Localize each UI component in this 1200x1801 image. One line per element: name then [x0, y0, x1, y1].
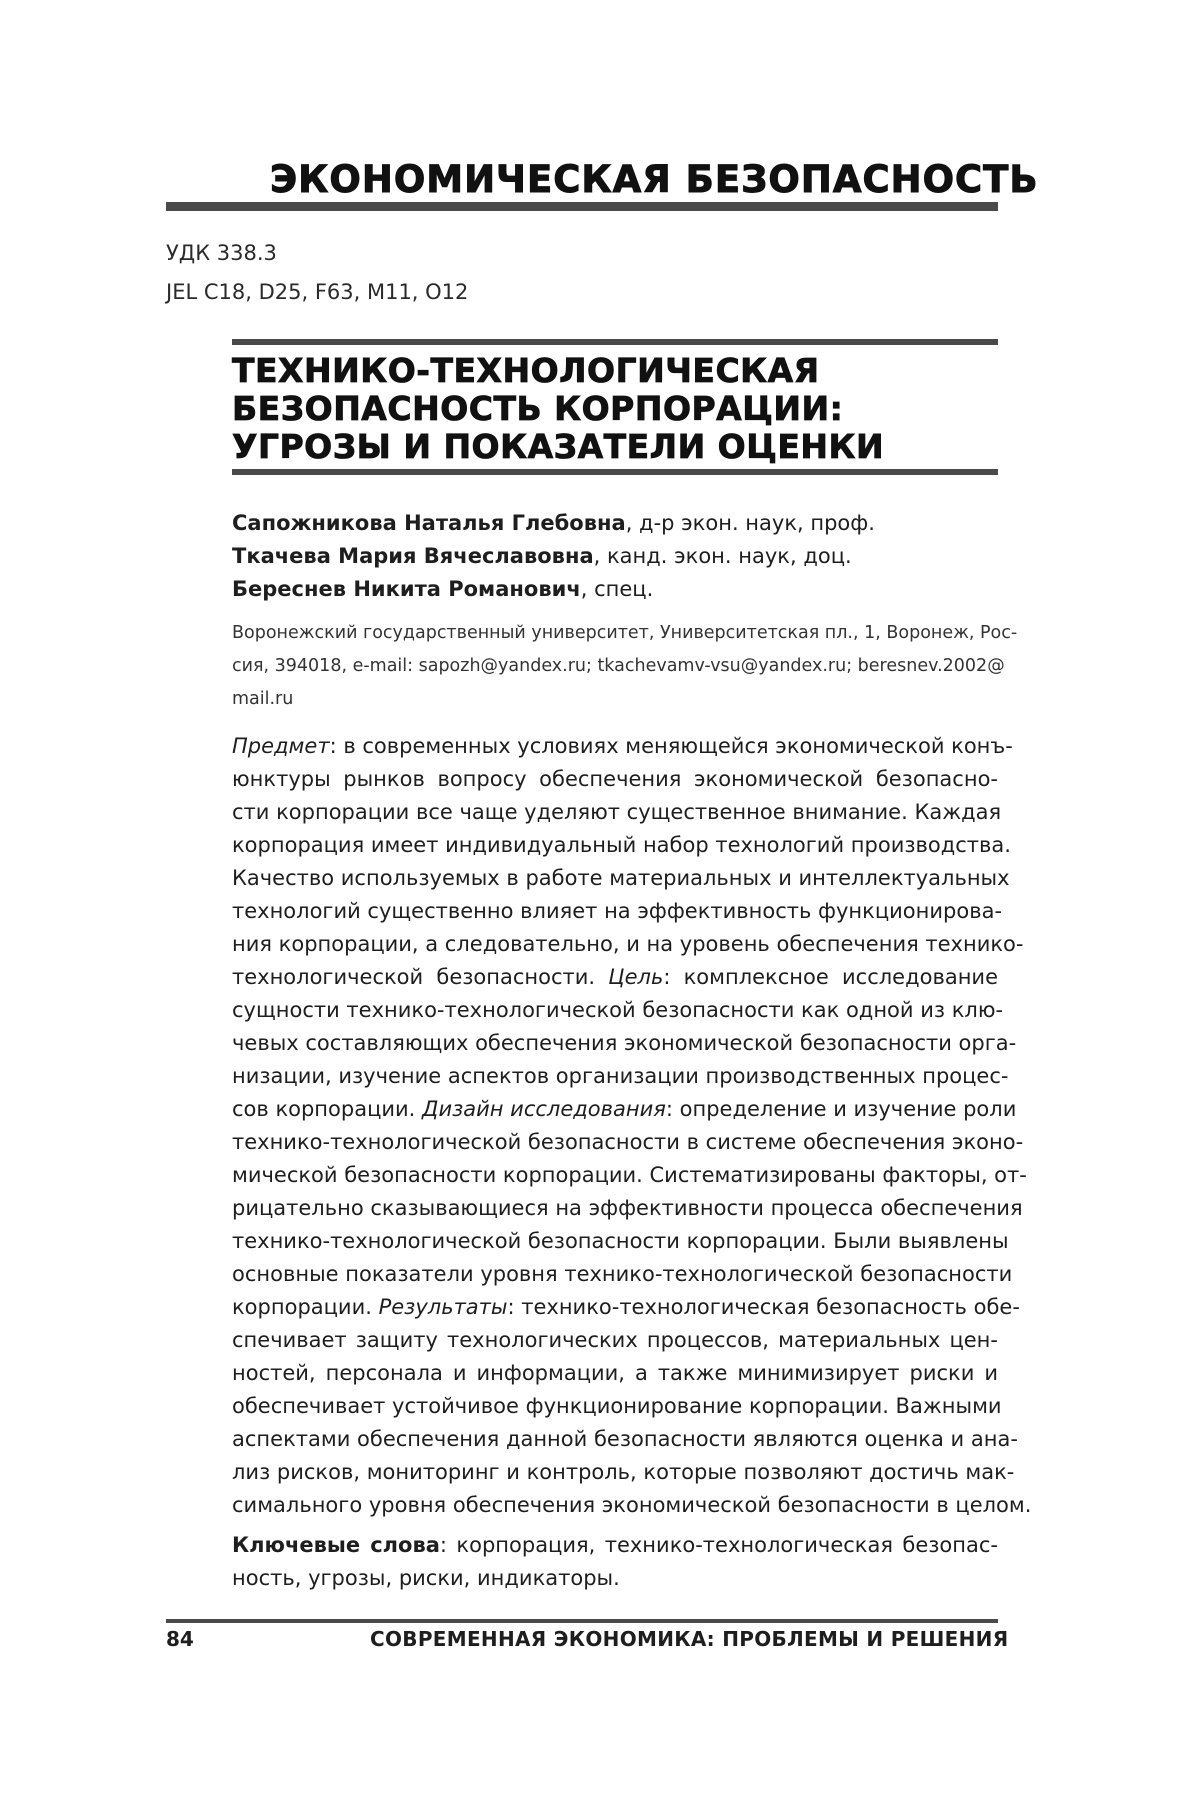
abstract-line	[232, 1159, 1027, 1192]
abstract-text: сти корпорации все чаще уделяют существенное внимание. Каждая	[232, 800, 1002, 824]
affiliation-line: Воронежский государственный университет, Университетская пл., 1, Воронеж, Рос-	[232, 623, 1018, 643]
abstract-line	[232, 1324, 998, 1357]
article-title-line: БЕЗОПАСНОСТЬ КОРПОРАЦИИ:	[232, 389, 844, 428]
journal-title: СОВРЕМЕННАЯ ЭКОНОМИКА: ПРОБЛЕМЫ И РЕШЕНИЯ	[370, 1627, 1009, 1651]
abstract-text: ния корпорации, а следовательно, и на уровень обеспечения технико-	[232, 932, 1024, 956]
authors-block	[232, 507, 998, 606]
abstract-heading: Предмет	[232, 734, 330, 758]
abstract-text: сущности технико-технологической безопасности как одной из клю-	[232, 998, 1004, 1022]
author-line	[232, 573, 998, 606]
abstract-text: юнктуры рынков вопросу обеспечения экономической безопасно-	[232, 767, 998, 791]
abstract-text: Качество используемых в работе материальных и интеллектуальных	[232, 866, 1010, 890]
affiliation-line: сия, 394018, e-mail: sapozh@yandex.ru; tkachevamv-vsu@yandex.ru; beresnev.2002@	[232, 656, 1005, 676]
title-rule-bottom	[232, 469, 998, 475]
section-title: ЭКОНОМИЧЕСКАЯ БЕЗОПАСНОСТЬ	[270, 158, 1039, 201]
abstract-line	[232, 1093, 1017, 1126]
abstract-line	[232, 829, 1011, 862]
keywords-line: ность, угрозы, риски, индикаторы.	[232, 1566, 620, 1590]
abstract-line	[232, 730, 1013, 763]
abstract-line	[232, 796, 1002, 829]
abstract-text: : комплексное исследование	[663, 965, 998, 989]
abstract-line	[232, 1456, 1015, 1489]
abstract-line	[232, 1357, 998, 1390]
udk-code: УДК 338.3	[166, 241, 277, 265]
abstract-line	[232, 1423, 1018, 1456]
footer-rule	[166, 1619, 998, 1623]
abstract-text: : в современных условиях меняющейся экономической конъ-	[329, 734, 1013, 758]
author-degree: , спец.	[580, 577, 654, 601]
abstract-line	[232, 1390, 1002, 1423]
abstract-line	[232, 961, 998, 994]
abstract-text: технико-технологической безопасности в системе обеспечения эконо-	[232, 1130, 1024, 1154]
abstract	[232, 730, 1032, 1522]
abstract-line	[232, 763, 998, 796]
abstract-line	[232, 1126, 1024, 1159]
abstract-text: : технико-технологическая безопасность обе-	[507, 1295, 1020, 1319]
affiliation-line: mail.ru	[232, 689, 294, 709]
abstract-text: симального уровня обеспечения экономической безопасности в целом.	[232, 1493, 1032, 1517]
abstract-line	[232, 1192, 1023, 1225]
author-line	[232, 507, 998, 540]
abstract-text: аспектами обеспечения данной безопасности являются оценка и ана-	[232, 1427, 1018, 1451]
article-title-line: УГРОЗЫ И ПОКАЗАТЕЛИ ОЦЕНКИ	[232, 427, 885, 466]
author-degree: , д-р экон. наук, проф.	[625, 511, 875, 535]
abstract-text: мической безопасности корпорации. Систематизированы факторы, от-	[232, 1163, 1027, 1187]
abstract-text: технологической безопасности.	[232, 965, 609, 989]
abstract-text: обеспечивает устойчивое функционирование корпорации. Важными	[232, 1394, 1002, 1418]
article-title	[232, 352, 998, 466]
abstract-text: корпорации.	[232, 1295, 379, 1319]
abstract-line	[232, 1258, 1013, 1291]
abstract-text: лиз рисков, мониторинг и контроль, которые позволяют достичь мак-	[232, 1460, 1015, 1484]
abstract-line	[232, 1291, 1020, 1324]
abstract-heading: Дизайн исследования	[422, 1097, 666, 1121]
abstract-line	[232, 1489, 1032, 1522]
abstract-text: ностей, персонала и информации, а также минимизирует риски и	[232, 1361, 998, 1385]
abstract-text: сов корпорации.	[232, 1097, 423, 1121]
author-line	[232, 540, 998, 573]
abstract-text: рицательно сказывающиеся на эффективности процесса обеспечения	[232, 1196, 1023, 1220]
affiliation	[232, 617, 1018, 716]
keywords-text: : корпорация, технико-технологическая безопас-	[439, 1533, 998, 1557]
title-rule-top	[232, 339, 998, 345]
abstract-text: спечивает защиту технологических процессов, материальных цен-	[232, 1328, 998, 1352]
abstract-line	[232, 928, 1024, 961]
abstract-text: низации, изучение аспектов организации производственных процес-	[232, 1064, 1009, 1088]
abstract-line	[232, 862, 1010, 895]
abstract-line	[232, 1225, 1009, 1258]
abstract-line	[232, 1060, 1009, 1093]
abstract-text: технико-технологической безопасности корпорации. Были выявлены	[232, 1229, 1009, 1253]
abstract-text: технологий существенно влияет на эффективность функционирова-	[232, 899, 1003, 923]
keywords	[232, 1529, 998, 1595]
keywords-line	[232, 1529, 998, 1562]
jel-codes: JEL C18, D25, F63, M11, O12	[166, 280, 469, 304]
abstract-heading: Цель	[608, 965, 664, 989]
abstract-text: : определение и изучение роли	[665, 1097, 1017, 1121]
abstract-line	[232, 895, 1003, 928]
article-title-line: ТЕХНИКО-ТЕХНОЛОГИЧЕСКАЯ	[232, 351, 820, 390]
author-name: Сапожникова Наталья Глебовна	[232, 511, 626, 535]
abstract-line	[232, 994, 1004, 1027]
author-name: Ткачева Мария Вячеславовна	[232, 544, 594, 568]
abstract-text: чевых составляющих обеспечения экономической безопасности орга-	[232, 1031, 1017, 1055]
abstract-text: основные показатели уровня технико-технологической безопасности	[232, 1262, 1013, 1286]
author-degree: , канд. экон. наук, доц.	[593, 544, 852, 568]
author-name: Береснев Никита Романович	[232, 577, 581, 601]
abstract-line	[232, 1027, 1017, 1060]
keywords-label: Ключевые слова	[232, 1533, 440, 1557]
abstract-heading: Результаты	[378, 1295, 508, 1319]
header-rule	[166, 202, 998, 211]
page-number: 84	[166, 1627, 194, 1651]
abstract-text: корпорация имеет индивидуальный набор технологий производства.	[232, 833, 1011, 857]
